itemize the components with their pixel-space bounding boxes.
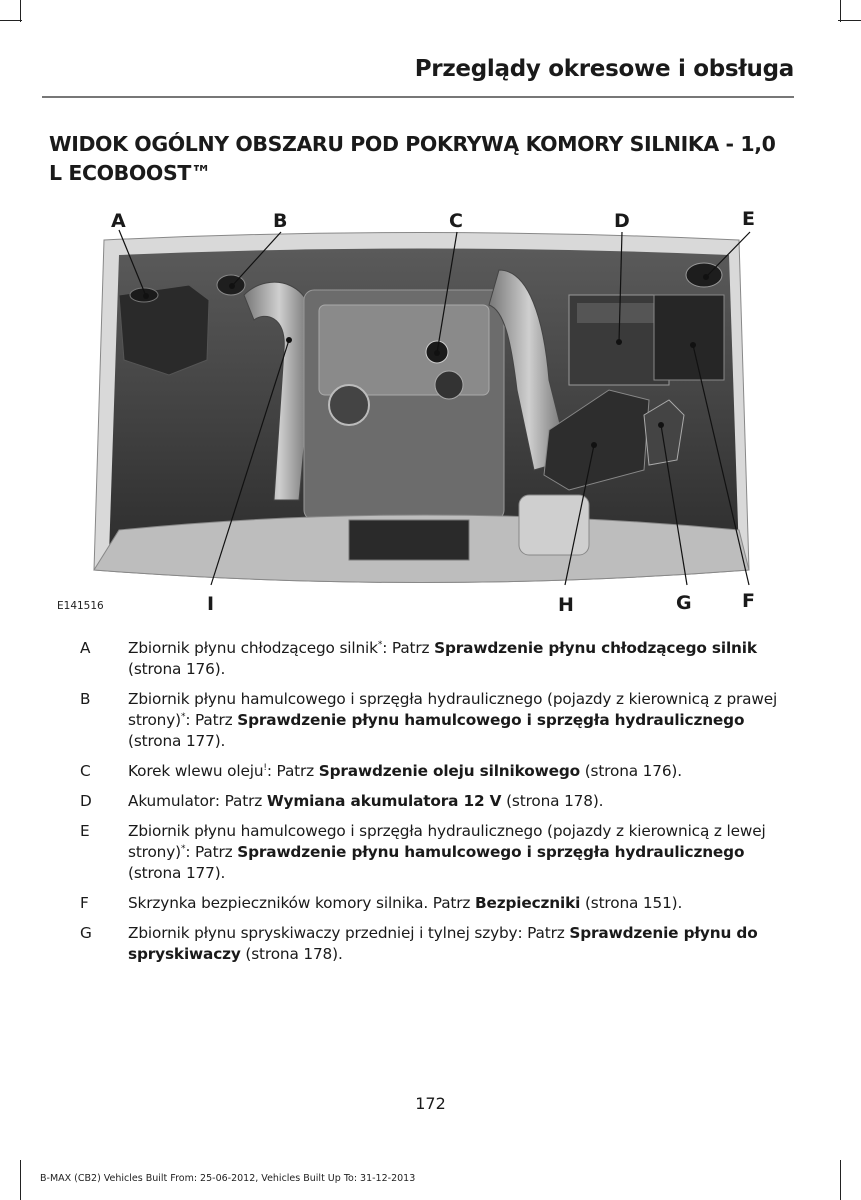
legend-patrz: : Patrz (185, 711, 238, 729)
legend-footnote-mark: * (377, 639, 383, 650)
legend-patrz: Patrz (428, 894, 475, 912)
legend-reference-link[interactable]: Sprawdzenie płynu do spryskiwaczy (128, 924, 758, 963)
crop-mark (838, 20, 861, 21)
legend-footnote-mark: * (180, 711, 186, 722)
legend-page-ref: (strona 176). (579, 762, 682, 780)
legend-item (80, 893, 800, 914)
legend-letter: C (80, 762, 91, 780)
legend-item (80, 638, 800, 680)
legend-patrz: : Patrz (185, 843, 238, 861)
legend-reference-link[interactable]: Sprawdzenie płynu hamulcowego i sprzęgła hydraulicznego (237, 843, 745, 861)
legend-patrz: : Patrz (214, 792, 267, 810)
legend-patrz: : Patrz (266, 762, 319, 780)
callout-label-g: G (676, 592, 692, 614)
page-footer: B-MAX (CB2) Vehicles Built From: 25-06-2012, Vehicles Built Up To: 31-12-2013 (40, 1173, 416, 1184)
callout-label-h: H (558, 594, 574, 616)
legend-text: Korek wlewu oleju (128, 762, 264, 780)
legend-page-ref: (strona 176). (128, 660, 226, 678)
crop-mark (20, 0, 21, 22)
legend-letter: D (80, 792, 92, 810)
legend-reference-link[interactable]: Sprawdzenie płynu hamulcowego i sprzęgła hydraulicznego (237, 711, 745, 729)
callout-label-f: F (742, 590, 755, 612)
header-divider (42, 96, 794, 98)
page-number: 172 (415, 1094, 446, 1113)
callout-label-b: B (273, 210, 288, 232)
legend-text: Skrzynka bezpieczników komory silnika. (128, 894, 429, 912)
legend-text: Zbiornik płynu chłodzącego silnik (128, 639, 378, 657)
legend-reference-link[interactable]: Bezpieczniki (475, 894, 581, 912)
legend-page-ref: (strona 177). (128, 732, 226, 750)
legend-reference-link[interactable]: Sprawdzenie oleju silnikowego (318, 762, 580, 780)
legend-item (80, 689, 800, 752)
legend-text: Zbiornik płynu hamulcowego i sprzęgła hydraulicznego (pojazdy z kierownicą z lewej strony) (128, 822, 766, 861)
callout-label-e: E (742, 208, 755, 230)
crop-mark (840, 0, 841, 22)
figure-id: E141516 (57, 600, 104, 612)
callout-label-i: I (207, 593, 215, 615)
legend-letter: G (80, 924, 92, 942)
legend-item (80, 821, 800, 884)
legend-page-ref: (strona 177). (128, 864, 226, 882)
legend-footnote-mark: ! (263, 762, 267, 773)
legend-letter: B (80, 690, 91, 708)
legend-text: Zbiornik płynu spryskiwaczy przedniej i tylnej szyby (128, 924, 518, 942)
legend-page-ref: (strona 151). (580, 894, 683, 912)
legend-item (80, 761, 800, 782)
legend-text: Akumulator (128, 792, 215, 810)
crop-mark (20, 1160, 21, 1200)
legend-page-ref: (strona 178). (501, 792, 604, 810)
legend-patrz: : Patrz (517, 924, 570, 942)
legend-letter: A (80, 639, 91, 657)
page-header-title: Przeglądy okresowe i obsługa (414, 56, 794, 82)
callout-label-c: C (449, 210, 463, 232)
legend-letter: E (80, 822, 90, 840)
legend-patrz: : Patrz (382, 639, 435, 657)
legend-footnote-mark: * (180, 843, 186, 854)
legend-list (80, 638, 800, 974)
legend-item (80, 923, 800, 965)
engine-bay-illustration (49, 200, 794, 620)
section-title: WIDOK OGÓLNY OBSZARU POD POKRYWĄ KOMORY SILNIKA - 1,0 L ECOBOOST™ (49, 132, 776, 185)
callout-label-a: A (111, 210, 126, 232)
legend-reference-link[interactable]: Wymiana akumulatora 12 V (266, 792, 502, 810)
crop-mark (840, 1160, 841, 1200)
crop-mark (0, 20, 22, 21)
legend-text: Zbiornik płynu hamulcowego i sprzęgła hydraulicznego (pojazdy z kierownicą z prawej strony) (128, 690, 778, 729)
engine-bay-figure (49, 200, 794, 620)
legend-letter: F (80, 894, 89, 912)
legend-item (80, 791, 800, 812)
legend-page-ref: (strona 178). (240, 945, 343, 963)
legend-reference-link[interactable]: Sprawdzenie płynu chłodzącego silnik (434, 639, 757, 657)
callout-label-d: D (614, 210, 630, 232)
